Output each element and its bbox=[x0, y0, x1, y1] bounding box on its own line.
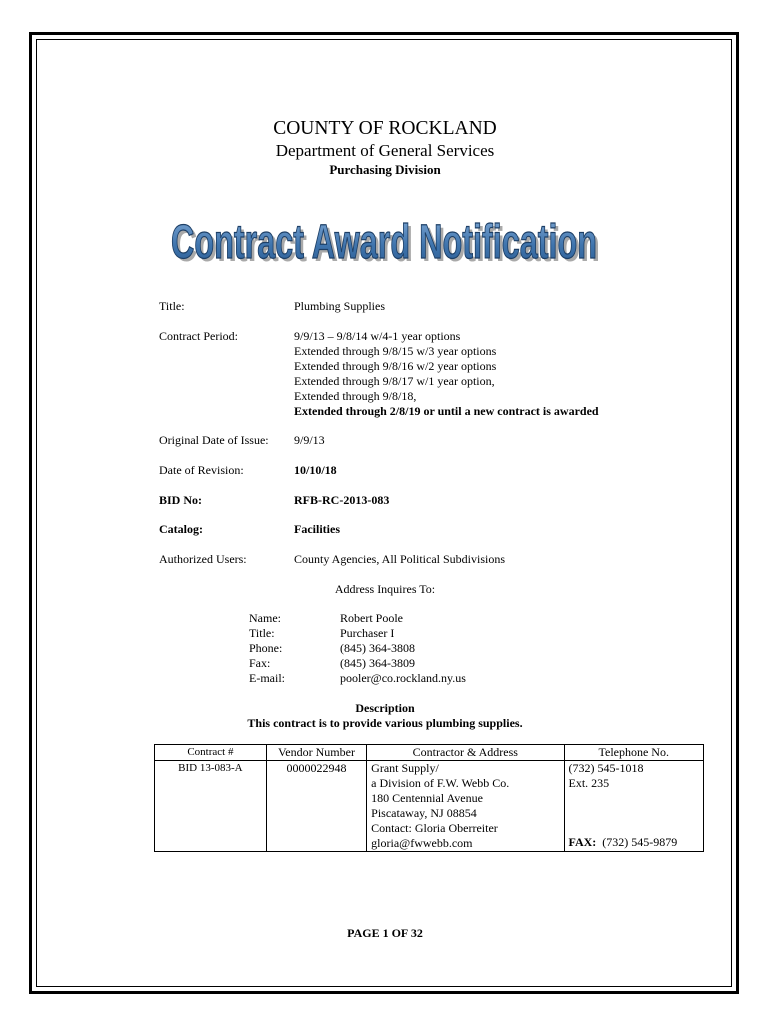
contract-number-cell: BID 13-083-A bbox=[155, 761, 267, 852]
bid-number-label: BID No: bbox=[159, 493, 203, 507]
page-number: PAGE 1 OF 32 bbox=[347, 926, 423, 940]
contact-email-label: E-mail: bbox=[249, 671, 285, 685]
contractor-email[interactable]: gloria@fwwebb.com bbox=[371, 836, 473, 850]
revision-date-label: Date of Revision: bbox=[159, 463, 244, 477]
address-line: 180 Centennial Avenue bbox=[371, 791, 483, 805]
column-header-telephone: Telephone No. bbox=[564, 745, 704, 761]
fax-label: FAX: bbox=[568, 835, 597, 849]
contact-title-label: Title: bbox=[249, 626, 275, 640]
contract-period-line: Extended through 2/8/19 or until a new contract is awarded bbox=[294, 404, 599, 418]
column-header-contract: Contract # bbox=[155, 745, 267, 761]
svg-text:Contract Award Notification: Contract Award Notification bbox=[171, 216, 597, 269]
contract-period-line: Extended through 9/8/15 w/3 year options bbox=[294, 344, 497, 358]
catalog-value: Facilities bbox=[294, 522, 340, 536]
contract-period-line: 9/9/13 – 9/8/14 w/4-1 year options bbox=[294, 329, 461, 343]
address-line: Grant Supply/ bbox=[371, 761, 439, 775]
column-header-contractor: Contractor & Address bbox=[367, 745, 564, 761]
revision-date-value: 10/10/18 bbox=[294, 463, 337, 477]
original-date-value: 9/9/13 bbox=[294, 433, 325, 447]
contract-period-line: Extended through 9/8/16 w/2 year options bbox=[294, 359, 497, 373]
address-line: Contact: Gloria Oberreiter bbox=[371, 821, 498, 835]
description-heading: Description bbox=[355, 701, 415, 715]
contract-period-line: Extended through 9/8/18, bbox=[294, 389, 417, 403]
phone-line: Ext. 235 bbox=[568, 776, 610, 790]
contact-email-value[interactable]: pooler@co.rockland.ny.us bbox=[340, 671, 466, 685]
table-row bbox=[155, 761, 704, 852]
phone-line: (732) 545-1018 bbox=[568, 761, 644, 775]
title-value: Plumbing Supplies bbox=[294, 299, 386, 313]
table-header-row bbox=[155, 745, 704, 761]
vendor-number-cell: 0000022948 bbox=[266, 761, 366, 852]
contractor-address-cell bbox=[367, 761, 564, 852]
fax-line bbox=[569, 835, 678, 850]
title-label: Title: bbox=[159, 299, 185, 313]
fax-value: (732) 545-9879 bbox=[602, 835, 678, 849]
contact-title-value: Purchaser I bbox=[340, 626, 395, 640]
contact-fax-value: (845) 364-3809 bbox=[340, 656, 415, 670]
contact-phone-label: Phone: bbox=[249, 641, 283, 655]
authorized-users-value: County Agencies, All Political Subdivisions bbox=[294, 552, 506, 566]
column-header-vendor: Vendor Number bbox=[266, 745, 366, 761]
original-date-label: Original Date of Issue: bbox=[159, 433, 269, 447]
description-text: This contract is to provide various plumbing supplies. bbox=[247, 716, 523, 730]
contact-phone-value: (845) 364-3808 bbox=[340, 641, 415, 655]
division-title: Purchasing Division bbox=[329, 162, 441, 177]
address-line: Piscataway, NJ 08854 bbox=[371, 806, 477, 820]
contract-award-banner bbox=[165, 206, 605, 276]
contact-name-value: Robert Poole bbox=[340, 611, 403, 625]
catalog-label: Catalog: bbox=[159, 522, 203, 536]
inquiries-heading: Address Inquires To: bbox=[334, 582, 436, 596]
authorized-users-label: Authorized Users: bbox=[159, 552, 247, 566]
contract-period-line: Extended through 9/8/17 w/1 year option, bbox=[294, 374, 495, 388]
county-title: COUNTY OF ROCKLAND bbox=[273, 118, 497, 139]
bid-number-value: RFB-RC-2013-083 bbox=[294, 493, 390, 507]
svg-text:Contract Award Notification: Contract Award Notification bbox=[174, 219, 600, 272]
contract-period-label: Contract Period: bbox=[159, 329, 238, 343]
telephone-cell bbox=[564, 761, 704, 852]
address-line: a Division of F.W. Webb Co. bbox=[371, 776, 510, 790]
contact-fax-label: Fax: bbox=[249, 656, 271, 670]
contract-table bbox=[154, 744, 704, 852]
department-title: Department of General Services bbox=[275, 141, 495, 160]
contact-name-label: Name: bbox=[249, 611, 281, 625]
